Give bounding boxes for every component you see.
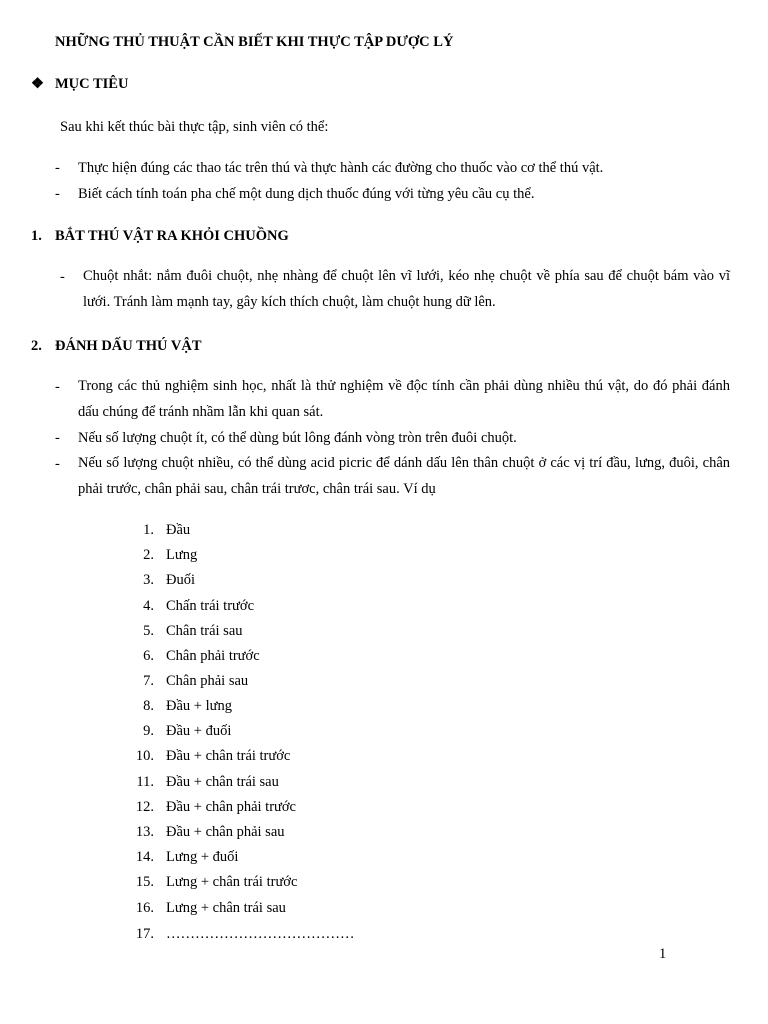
section1-item: Chuột nhắt: nắm đuôi chuột, nhẹ nhàng để chuột lên vĩ lưới, kéo nhẹ chuột về phía sau để chuột bám vào vĩ lưới. Tránh làm mạnh tay, gây kích thích chuột, làm chuột hung dữ lên.: [83, 268, 730, 310]
section2-item: Trong các thủ nghiệm sinh học, nhất là thử nghiệm về độc tính cần phải dùng nhiều thú vật, do đó phải đánh dấu chúng để tránh nhầm lẫn khi quan sát.: [78, 378, 730, 420]
objective-intro: Sau khi kết thúc bài thực tập, sinh viên có thể:: [60, 119, 329, 135]
list-item-number: 9.: [143, 723, 154, 739]
objective-bullet-icon: ❖: [31, 76, 44, 92]
objective-item: Biết cách tính toán pha chế một dung dịch thuốc đúng với từng yêu cầu cụ thể.: [78, 186, 535, 202]
list-item: Đuối: [166, 572, 195, 588]
list-item: Đầu + chân phải sau: [166, 824, 285, 840]
objective-item: Thực hiện đúng các thao tác trên thú và thực hành các đường cho thuốc vào cơ thể thú vật.: [78, 160, 604, 176]
section2-heading: ĐÁNH DẤU THÚ VẬT: [55, 338, 202, 354]
section1-number: 1.: [31, 228, 42, 244]
page-number: 1: [659, 946, 667, 962]
list-item-number: 4.: [143, 598, 154, 614]
list-item: Đầu: [166, 522, 191, 538]
section2-item: Nếu số lượng chuột nhiều, có thể dùng acid picric để dánh dấu lên thân chuột ở các vị trí đầu, lưng, đuôi, chân phải trước, chân phải sau, chân trái trươc, chân trái sau. Ví dụ: [78, 455, 730, 497]
list-dash: -: [55, 160, 60, 176]
list-item-number: 17.: [135, 926, 154, 942]
list-item-number: 15.: [135, 874, 154, 890]
list-item: Chân trái sau: [166, 623, 243, 639]
list-dash: -: [55, 456, 60, 472]
list-item-number: 1.: [143, 522, 154, 538]
list-item-number: 14.: [135, 849, 154, 865]
section1-heading: BẮT THÚ VẬT RA KHỎI CHUỒNG: [55, 228, 289, 244]
list-item: Chấn trái trước: [166, 598, 254, 614]
list-item: Đầu + chân trái sau: [166, 774, 279, 790]
list-item-number: 16.: [135, 900, 154, 916]
list-item-number: 10.: [135, 748, 154, 764]
list-item: Lưng + chân trái trước: [166, 874, 298, 890]
list-item-number: 7.: [143, 673, 154, 689]
list-item-number: 13.: [135, 824, 154, 840]
list-item: Lưng: [166, 547, 198, 563]
list-item: Lưng + đuối: [166, 849, 239, 865]
list-item: Đầu + đuối: [166, 723, 232, 739]
list-item-number: 3.: [143, 572, 154, 588]
objective-heading: MỤC TIÊU: [55, 76, 129, 92]
page-title: NHỮNG THỦ THUẬT CẦN BIẾT KHI THỰC TẬP DƯỢC LÝ: [55, 34, 454, 50]
list-dash: -: [55, 186, 60, 202]
list-item: …………………………………: [166, 926, 355, 942]
list-item: Chân phải sau: [166, 673, 249, 689]
list-item: Đầu + lưng: [166, 698, 232, 714]
section2-item: Nếu số lượng chuột ít, có thể dùng bút lông đánh vòng tròn trên đuôi chuột.: [78, 430, 517, 446]
list-item-number: 11.: [136, 774, 154, 790]
list-item: Lưng + chân trái sau: [166, 900, 286, 916]
list-item-number: 5.: [143, 623, 154, 639]
list-item-number: 8.: [143, 698, 154, 714]
list-dash: -: [60, 269, 65, 285]
list-item: Đầu + chân trái trước: [166, 748, 291, 764]
list-item: Đầu + chân phải trước: [166, 799, 296, 815]
list-item-number: 6.: [143, 648, 154, 664]
list-item-number: 2.: [143, 547, 154, 563]
list-item: Chân phải trước: [166, 648, 260, 664]
section2-number: 2.: [31, 338, 42, 354]
list-item-number: 12.: [135, 799, 154, 815]
list-dash: -: [55, 379, 60, 395]
list-dash: -: [55, 430, 60, 446]
